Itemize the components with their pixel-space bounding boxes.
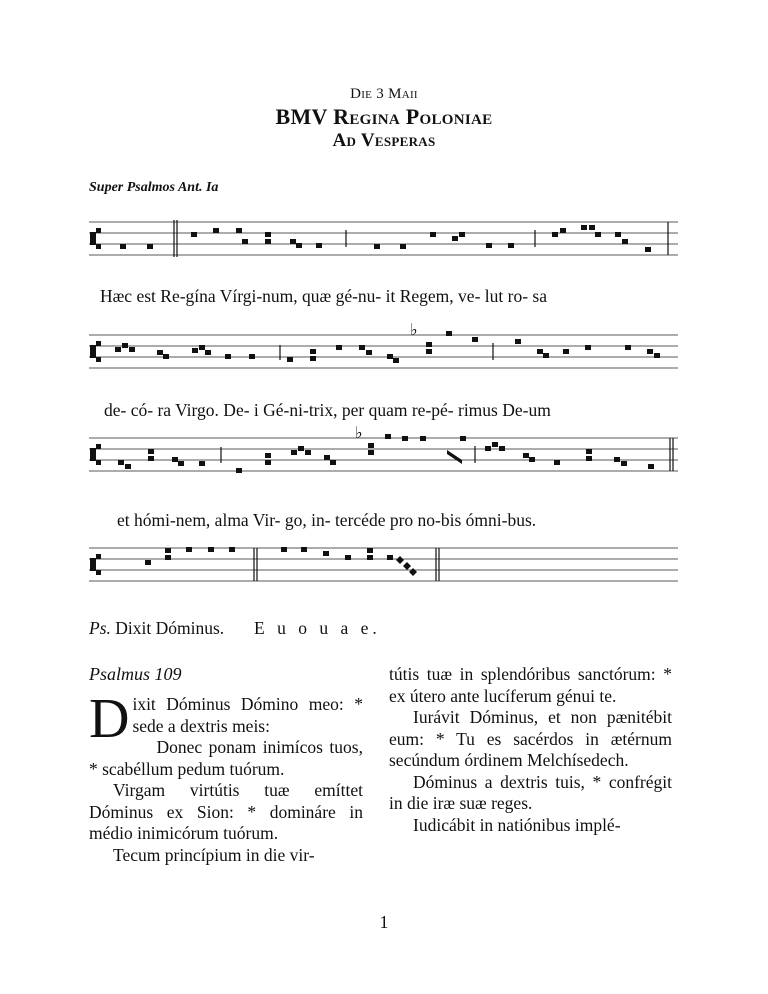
chant-staff-4 <box>0 534 768 594</box>
psalm-verse: Dóminus a dextris tuis, * confrégit in die iræ suæ reges. <box>389 771 672 813</box>
antiphon-label: Super Psalmos Ant. Ia <box>89 180 219 195</box>
office-heading: Ad Vesperas <box>332 130 436 151</box>
euouae: E u o u a e. <box>254 618 381 638</box>
page-number: 1 <box>379 912 389 932</box>
psalm-title: Psalmus 109 <box>89 664 182 684</box>
psalm-verse: Iudicábit in natiónibus implé- <box>413 814 621 835</box>
psalm-verse: Virgam virtútis tuæ emíttet Dóminus ex Sion: * domináre in médio inimicórum tuórum. <box>89 780 363 843</box>
feast-title: BMV Regina Poloniae <box>275 104 493 129</box>
chant-staff-3 <box>0 424 768 484</box>
psalm-cue <box>89 618 224 639</box>
psalm-verse: Donec ponam inimícos tuos, * scabéllum pedum tuórum. <box>89 737 363 779</box>
feast-date: Die 3 Maii <box>350 86 418 102</box>
psalm-column-left <box>89 688 363 866</box>
chant-staff-2 <box>0 320 768 383</box>
psalm-verse: tútis tuæ in splendóribus sanctórum: * ex útero ante lucíferum génui te. <box>389 664 672 706</box>
psalm-cue-incipit: Dixit Dóminus. <box>115 618 225 638</box>
drop-cap: D <box>89 688 130 750</box>
psalm-cue-abbrev: Ps. <box>89 618 111 638</box>
psalm-column-right <box>389 664 672 836</box>
svg-text:♭: ♭ <box>410 320 418 339</box>
chant-staff-1 <box>0 210 768 270</box>
lyric-line-3: et hómi-nem, alma Vir- go, in- tercéde pro no-bis ómni-bus. <box>117 510 537 530</box>
psalm-verse: Iurávit Dóminus, et non pænitébit eum: * Tu es sacérdos in ætérnum secúndum órdinem Melchísedech. <box>389 707 672 770</box>
psalm-verse: Tecum princípium in die vir- <box>113 844 315 865</box>
lyric-line-2: de- có- ra Virgo. De- i Gé-ni-trix, per quam re-pé- rimus De-um <box>104 400 551 420</box>
psalm-verse: Dixit Dóminus Dómino meo: * sede a dextris meis: <box>89 688 363 750</box>
svg-text:♭: ♭ <box>355 423 363 442</box>
lyric-line-1: Hæc est Re-gína Vírgi-num, quæ gé-nu- it Regem, ve- lut ro- sa <box>100 286 547 306</box>
